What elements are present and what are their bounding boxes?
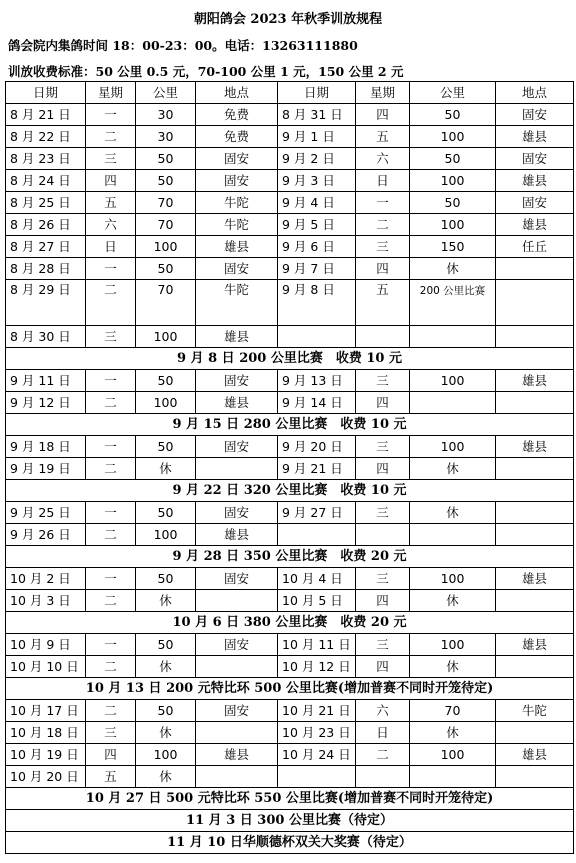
schedule-cell: 三 — [356, 236, 410, 258]
schedule-cell — [496, 502, 574, 524]
schedule-cell — [496, 258, 574, 280]
schedule-cell: 休 — [136, 458, 196, 480]
schedule-cell: 50 — [136, 170, 196, 192]
schedule-cell: 三 — [356, 568, 410, 590]
schedule-cell: 10 月 20 日 — [6, 766, 86, 788]
race-banner: 9 月 15 日 280 公里比赛 收费 10 元 — [6, 414, 574, 436]
table-row — [6, 458, 574, 480]
schedule-cell: 10 月 17 日 — [6, 700, 86, 722]
schedule-cell — [356, 766, 410, 788]
fee-standard: 训放收费标准：50 公里 0.5 元，70-100 公里 1 元，150 公里 2 元 — [8, 64, 404, 79]
race-banner: 10 月 27 日 500 元特比环 550 公里比赛(增加普赛不同时开笼待定) — [6, 788, 574, 810]
schedule-cell: 二 — [86, 524, 136, 546]
schedule-cell: 休 — [410, 258, 496, 280]
schedule-cell — [196, 458, 278, 480]
schedule-cell: 100 — [410, 170, 496, 192]
race-banner: 11 月 10 日华顺德杯双关大奖赛（待定） — [6, 832, 574, 854]
schedule-cell: 二 — [86, 392, 136, 414]
schedule-cell: 四 — [356, 656, 410, 678]
schedule-cell: 雄县 — [496, 214, 574, 236]
schedule-cell: 9 月 2 日 — [278, 148, 356, 170]
schedule-cell: 五 — [86, 192, 136, 214]
schedule-cell: 公里 — [410, 82, 496, 104]
schedule-cell: 50 — [136, 700, 196, 722]
schedule-cell: 固安 — [496, 192, 574, 214]
schedule-cell: 日期 — [6, 82, 86, 104]
schedule-cell: 地点 — [496, 82, 574, 104]
schedule-cell: 70 — [410, 700, 496, 722]
schedule-cell: 休 — [410, 502, 496, 524]
schedule-cell: 二 — [86, 656, 136, 678]
schedule-cell: 70 — [136, 214, 196, 236]
schedule-cell: 10 月 4 日 — [278, 568, 356, 590]
schedule-cell: 9 月 4 日 — [278, 192, 356, 214]
schedule-cell: 固安 — [196, 170, 278, 192]
schedule-cell: 雄县 — [196, 236, 278, 258]
schedule-cell: 雄县 — [496, 436, 574, 458]
schedule-cell: 100 — [136, 392, 196, 414]
schedule-cell: 50 — [410, 192, 496, 214]
table-row — [6, 126, 574, 148]
schedule-cell: 一 — [86, 634, 136, 656]
schedule-cell: 四 — [356, 590, 410, 612]
schedule-cell: 一 — [86, 370, 136, 392]
table-row — [6, 568, 574, 590]
schedule-cell: 休 — [136, 590, 196, 612]
schedule-cell: 200 公里比赛 — [410, 280, 496, 326]
schedule-cell: 150 — [410, 236, 496, 258]
schedule-cell: 9 月 3 日 — [278, 170, 356, 192]
schedule-cell: 休 — [410, 722, 496, 744]
schedule-cell: 雄县 — [496, 744, 574, 766]
schedule-cell: 8 月 27 日 — [6, 236, 86, 258]
schedule-cell: 9 月 1 日 — [278, 126, 356, 148]
schedule-cell: 雄县 — [496, 568, 574, 590]
race-banner-row — [6, 348, 574, 370]
table-row — [6, 392, 574, 414]
table-row — [6, 170, 574, 192]
race-banner-row — [6, 546, 574, 568]
schedule-cell: 固安 — [196, 700, 278, 722]
schedule-cell — [496, 722, 574, 744]
schedule-cell: 五 — [356, 126, 410, 148]
schedule-cell: 10 月 11 日 — [278, 634, 356, 656]
schedule-cell: 六 — [356, 700, 410, 722]
table-row — [6, 214, 574, 236]
schedule-cell: 10 月 18 日 — [6, 722, 86, 744]
schedule-cell: 三 — [86, 326, 136, 348]
race-banner: 10 月 13 日 200 元特比环 500 公里比赛(增加普赛不同时开笼待定) — [6, 678, 574, 700]
schedule-cell: 9 月 11 日 — [6, 370, 86, 392]
schedule-cell: 牛陀 — [196, 280, 278, 326]
schedule-cell: 三 — [86, 722, 136, 744]
race-banner-row — [6, 678, 574, 700]
schedule-cell: 100 — [410, 436, 496, 458]
schedule-cell: 9 月 26 日 — [6, 524, 86, 546]
schedule-cell — [496, 656, 574, 678]
schedule-cell: 8 月 28 日 — [6, 258, 86, 280]
schedule-cell — [410, 326, 496, 348]
table-row — [6, 700, 574, 722]
schedule-cell — [410, 766, 496, 788]
schedule-cell: 70 — [136, 192, 196, 214]
schedule-cell: 四 — [356, 392, 410, 414]
schedule-cell — [196, 656, 278, 678]
schedule-cell — [496, 458, 574, 480]
schedule-cell: 雄县 — [196, 326, 278, 348]
schedule-cell: 牛陀 — [196, 214, 278, 236]
table-row — [6, 524, 574, 546]
schedule-cell — [496, 766, 574, 788]
schedule-cell: 100 — [136, 236, 196, 258]
schedule-cell: 固安 — [196, 568, 278, 590]
schedule-cell: 50 — [136, 634, 196, 656]
schedule-cell: 日 — [356, 722, 410, 744]
schedule-cell: 9 月 19 日 — [6, 458, 86, 480]
table-row — [6, 370, 574, 392]
schedule-cell: 10 月 19 日 — [6, 744, 86, 766]
table-row — [6, 148, 574, 170]
schedule-cell: 固安 — [196, 148, 278, 170]
schedule-cell: 10 月 21 日 — [278, 700, 356, 722]
schedule-cell: 10 月 10 日 — [6, 656, 86, 678]
schedule-cell: 六 — [356, 148, 410, 170]
race-banner-row — [6, 612, 574, 634]
schedule-cell: 50 — [136, 148, 196, 170]
race-banner: 9 月 22 日 320 公里比赛 收费 10 元 — [6, 480, 574, 502]
schedule-cell: 雄县 — [496, 126, 574, 148]
schedule-cell: 8 月 29 日 — [6, 280, 86, 326]
schedule-cell: 固安 — [496, 148, 574, 170]
schedule-cell: 9 月 14 日 — [278, 392, 356, 414]
race-banner: 9 月 8 日 200 公里比赛 收费 10 元 — [6, 348, 574, 370]
schedule-cell: 雄县 — [196, 524, 278, 546]
schedule-cell — [496, 590, 574, 612]
schedule-cell: 星期 — [356, 82, 410, 104]
schedule-cell: 休 — [136, 722, 196, 744]
schedule-cell: 50 — [136, 436, 196, 458]
schedule-cell: 100 — [410, 370, 496, 392]
table-row — [6, 766, 574, 788]
schedule-cell: 8 月 21 日 — [6, 104, 86, 126]
schedule-cell: 二 — [356, 214, 410, 236]
header-row — [6, 82, 574, 104]
table-row — [6, 104, 574, 126]
schedule-cell: 免费 — [196, 104, 278, 126]
race-banner-row — [6, 414, 574, 436]
schedule-cell: 固安 — [196, 436, 278, 458]
schedule-cell: 100 — [410, 568, 496, 590]
schedule-cell: 固安 — [196, 370, 278, 392]
schedule-cell: 50 — [410, 104, 496, 126]
schedule-cell: 日期 — [278, 82, 356, 104]
schedule-cell: 六 — [86, 214, 136, 236]
schedule-cell: 9 月 27 日 — [278, 502, 356, 524]
schedule-cell: 9 月 8 日 — [278, 280, 356, 326]
schedule-cell: 雄县 — [196, 744, 278, 766]
schedule-cell: 任丘 — [496, 236, 574, 258]
schedule-cell: 星期 — [86, 82, 136, 104]
schedule-cell: 地点 — [196, 82, 278, 104]
schedule-cell — [356, 524, 410, 546]
schedule-cell — [496, 392, 574, 414]
schedule-cell: 三 — [356, 502, 410, 524]
schedule-cell: 100 — [410, 214, 496, 236]
schedule-cell: 二 — [86, 280, 136, 326]
schedule-cell: 9 月 20 日 — [278, 436, 356, 458]
schedule-cell: 二 — [356, 744, 410, 766]
schedule-cell: 30 — [136, 126, 196, 148]
schedule-cell: 固安 — [196, 258, 278, 280]
race-banner: 9 月 28 日 350 公里比赛 收费 20 元 — [6, 546, 574, 568]
schedule-cell: 固安 — [196, 502, 278, 524]
schedule-cell: 四 — [86, 170, 136, 192]
race-banner-row — [6, 788, 574, 810]
schedule-cell: 50 — [136, 258, 196, 280]
race-banner: 11 月 3 日 300 公里比赛（待定） — [6, 810, 574, 832]
schedule-table — [5, 81, 574, 854]
schedule-cell: 四 — [356, 458, 410, 480]
schedule-cell — [496, 280, 574, 326]
schedule-cell: 一 — [86, 436, 136, 458]
schedule-cell: 9 月 13 日 — [278, 370, 356, 392]
schedule-cell — [196, 590, 278, 612]
schedule-cell: 休 — [410, 458, 496, 480]
schedule-cell: 三 — [356, 370, 410, 392]
footer-banner-row — [6, 810, 574, 832]
schedule-cell: 8 月 24 日 — [6, 170, 86, 192]
schedule-cell: 100 — [136, 326, 196, 348]
schedule-cell: 一 — [86, 258, 136, 280]
table-row — [6, 744, 574, 766]
schedule-cell: 雄县 — [496, 170, 574, 192]
table-row — [6, 722, 574, 744]
schedule-cell: 10 月 12 日 — [278, 656, 356, 678]
schedule-cell: 100 — [136, 524, 196, 546]
schedule-cell: 50 — [136, 502, 196, 524]
table-row — [6, 236, 574, 258]
schedule-cell: 免费 — [196, 126, 278, 148]
table-row — [6, 656, 574, 678]
table-row — [6, 258, 574, 280]
schedule-cell: 10 月 3 日 — [6, 590, 86, 612]
schedule-cell: 日 — [86, 236, 136, 258]
schedule-cell: 三 — [356, 634, 410, 656]
schedule-cell: 公里 — [136, 82, 196, 104]
table-row — [6, 280, 574, 326]
collection-time-phone: 鸽会院内集鸽时间 18：00-23：00。电话：13263111880 — [8, 38, 358, 53]
schedule-cell: 8 月 25 日 — [6, 192, 86, 214]
schedule-cell — [278, 766, 356, 788]
schedule-cell — [496, 524, 574, 546]
schedule-cell: 9 月 21 日 — [278, 458, 356, 480]
schedule-cell — [496, 326, 574, 348]
schedule-cell: 牛陀 — [196, 192, 278, 214]
schedule-cell: 10 月 23 日 — [278, 722, 356, 744]
schedule-cell: 二 — [86, 590, 136, 612]
schedule-cell: 二 — [86, 126, 136, 148]
schedule-cell: 8 月 31 日 — [278, 104, 356, 126]
schedule-cell: 50 — [136, 370, 196, 392]
schedule-cell: 10 月 5 日 — [278, 590, 356, 612]
schedule-cell — [278, 326, 356, 348]
schedule-cell: 100 — [410, 634, 496, 656]
page-title: 朝阳鸽会 2023 年秋季训放规程 — [193, 12, 383, 27]
schedule-cell: 一 — [86, 568, 136, 590]
race-banner: 10 月 6 日 380 公里比赛 收费 20 元 — [6, 612, 574, 634]
schedule-cell: 五 — [356, 280, 410, 326]
schedule-cell: 四 — [356, 104, 410, 126]
schedule-cell: 70 — [136, 280, 196, 326]
schedule-cell: 二 — [86, 458, 136, 480]
schedule-cell: 四 — [86, 744, 136, 766]
schedule-cell — [196, 766, 278, 788]
schedule-cell — [356, 326, 410, 348]
table-row — [6, 634, 574, 656]
schedule-cell: 10 月 9 日 — [6, 634, 86, 656]
table-row — [6, 192, 574, 214]
schedule-cell — [410, 392, 496, 414]
table-row — [6, 590, 574, 612]
race-banner-row — [6, 480, 574, 502]
schedule-cell: 10 月 24 日 — [278, 744, 356, 766]
schedule-cell: 8 月 23 日 — [6, 148, 86, 170]
schedule-cell — [410, 524, 496, 546]
schedule-cell: 牛陀 — [496, 700, 574, 722]
table-row — [6, 326, 574, 348]
schedule-cell: 休 — [136, 766, 196, 788]
schedule-cell: 二 — [86, 700, 136, 722]
footer-banner-row — [6, 832, 574, 854]
schedule-cell: 50 — [136, 568, 196, 590]
schedule-cell: 50 — [410, 148, 496, 170]
schedule-cell — [196, 722, 278, 744]
schedule-cell: 9 月 25 日 — [6, 502, 86, 524]
schedule-cell: 9 月 12 日 — [6, 392, 86, 414]
schedule-cell: 100 — [410, 744, 496, 766]
table-row — [6, 436, 574, 458]
schedule-cell: 9 月 18 日 — [6, 436, 86, 458]
schedule-cell: 9 月 6 日 — [278, 236, 356, 258]
schedule-cell: 五 — [86, 766, 136, 788]
table-row — [6, 502, 574, 524]
schedule-cell: 100 — [410, 126, 496, 148]
schedule-cell: 休 — [136, 656, 196, 678]
schedule-cell: 雄县 — [496, 370, 574, 392]
schedule-cell: 8 月 26 日 — [6, 214, 86, 236]
schedule-cell: 雄县 — [496, 634, 574, 656]
schedule-cell: 三 — [356, 436, 410, 458]
schedule-cell: 四 — [356, 258, 410, 280]
schedule-cell: 9 月 5 日 — [278, 214, 356, 236]
schedule-cell: 一 — [356, 192, 410, 214]
schedule-cell: 雄县 — [196, 392, 278, 414]
schedule-cell: 日 — [356, 170, 410, 192]
schedule-cell: 休 — [410, 656, 496, 678]
schedule-cell: 8 月 22 日 — [6, 126, 86, 148]
schedule-cell: 休 — [410, 590, 496, 612]
schedule-cell: 100 — [136, 744, 196, 766]
schedule-cell: 固安 — [496, 104, 574, 126]
schedule-cell — [278, 524, 356, 546]
schedule-cell: 30 — [136, 104, 196, 126]
schedule-cell: 9 月 7 日 — [278, 258, 356, 280]
schedule-cell: 固安 — [196, 634, 278, 656]
schedule-cell: 一 — [86, 104, 136, 126]
schedule-cell: 三 — [86, 148, 136, 170]
schedule-cell: 10 月 2 日 — [6, 568, 86, 590]
schedule-cell: 8 月 30 日 — [6, 326, 86, 348]
schedule-cell: 一 — [86, 502, 136, 524]
